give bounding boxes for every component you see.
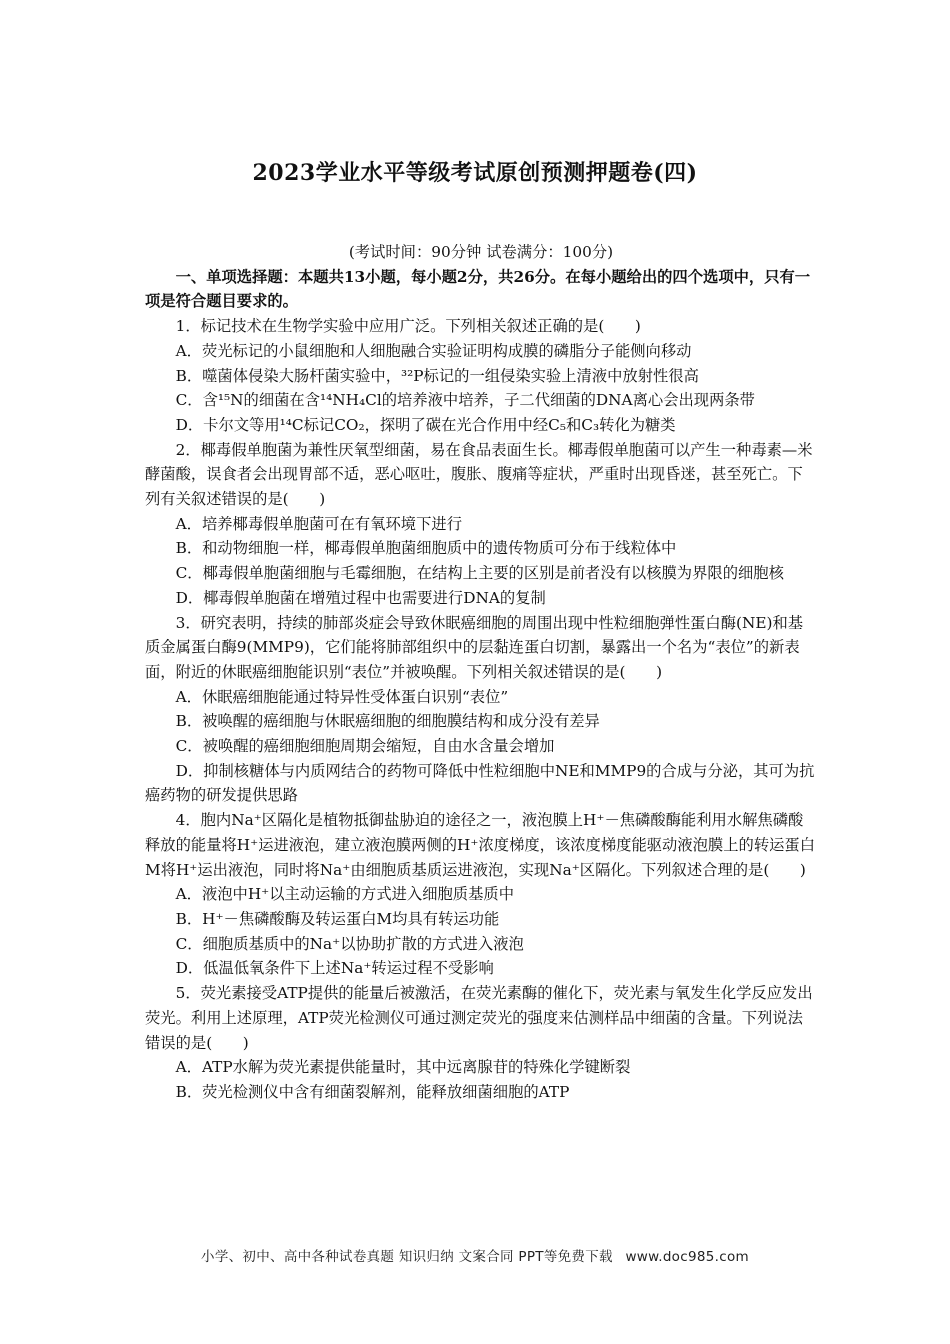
option-b: B．H⁺－焦磷酸酶及转运蛋白M均具有转运功能: [175, 909, 500, 928]
option-c: C．椰毒假单胞菌细胞与毛霉细胞，在结构上主要的区别是前者没有以核膜为界限的细胞核: [175, 564, 784, 583]
option-a: A．ATP水解为荧光素提供能量时，其中远离腺苷的特殊化学键断裂: [175, 1058, 631, 1077]
option-b: B．荧光检测仪中含有细菌裂解剂，能释放细菌细胞的ATP: [175, 1082, 570, 1101]
question-2: [145, 438, 817, 611]
option-b: B．噬菌体侵染大肠杆菌实验中，³²P标记的一组侵染实验上清液中放射性很高: [175, 366, 699, 385]
question-1: [145, 314, 817, 438]
option-d: D．低温低氧条件下上述Na⁺转运过程不受影响: [175, 959, 494, 978]
option-a: A．液泡中H⁺以主动运输的方式进入细胞质基质中: [175, 885, 514, 904]
footer-text: 小学、初中、高中各种试卷真题 知识归纳 文案合同 PPT等免费下载: [201, 1249, 613, 1265]
exam-info: (考试时间：90分钟 试卷满分：100分): [348, 243, 614, 261]
option-c: C．含¹⁵N的细菌在含¹⁴NH₄Cl的培养液中培养，子二代细菌的DNA离心会出现两条带: [175, 391, 755, 410]
question-4: [145, 808, 817, 981]
option-b: B．被唤醒的癌细胞与休眠癌细胞的细胞膜结构和成分没有差异: [175, 712, 600, 731]
document-body: [145, 240, 817, 1105]
option-a: A．培养椰毒假单胞菌可在有氧环境下进行: [175, 514, 462, 533]
option-d: D．抑制核糖体与内质网结合的药物可降低中性粒细胞中NE和MMP9的合成与分泌，其可为抗癌药物的研发提供思路: [145, 761, 815, 805]
section-heading: 一、单项选择题：本题共13小题，每小题2分，共26分。在每小题给出的四个选项中，只有一项是符合题目要求的。: [145, 267, 811, 311]
option-a: A．休眠癌细胞能通过特异性受体蛋白识别“表位”: [175, 687, 509, 706]
question-stem: 2．椰毒假单胞菌为兼性厌氧型细菌，易在食品表面生长。椰毒假单胞菌可以产生一种毒素—米酵菌酸，误食者会出现胃部不适，恶心呕吐，腹胀、腹痛等症状，严重时出现昏迷，甚至死亡。下列有关叙述错误的是( ): [145, 440, 813, 509]
page-title: 2023学业水平等级考试原创预测押题卷(四): [252, 160, 698, 186]
option-c: C．被唤醒的癌细胞细胞周期会缩短，自由水含量会增加: [175, 737, 555, 756]
question-5: [145, 981, 817, 1105]
option-b: B．和动物细胞一样，椰毒假单胞菌细胞质中的遗传物质可分布于线粒体中: [175, 539, 677, 558]
question-stem: 1．标记技术在生物学实验中应用广泛。下列相关叙述正确的是( ): [175, 317, 641, 336]
option-c: C．细胞质基质中的Na⁺以协助扩散的方式进入液泡: [175, 934, 524, 953]
option-d: D．椰毒假单胞菌在增殖过程中也需要进行DNA的复制: [175, 588, 546, 607]
option-d: D．卡尔文等用¹⁴C标记CO₂，探明了碳在光合作用中经C₅和C₃转化为糖类: [175, 415, 676, 434]
question-stem: 5．荧光素接受ATP提供的能量后被激活，在荧光素酶的催化下，荧光素与氧发生化学反应发出荧光。利用上述原理，ATP荧光检测仪可通过测定荧光的强度来估测样品中细菌的含量。下列说法错误的是( ): [145, 984, 813, 1052]
page-footer: [0, 1245, 950, 1265]
question-stem: 4．胞内Na⁺区隔化是植物抵御盐胁迫的途径之一，液泡膜上H⁺－焦磷酸酶能利用水解焦磷酸释放的能量将H⁺运进液泡，建立液泡膜两侧的H⁺浓度梯度，该浓度梯度能驱动液泡膜上的转运蛋白M将H⁺运出液泡，同时将Na⁺由细胞质基质运进液泡，实现Na⁺区隔化。下列叙述合理的是( ): [145, 811, 816, 879]
footer-link[interactable]: www.doc985.com: [625, 1249, 749, 1265]
question-stem: 3．研究表明，持续的肺部炎症会导致休眠癌细胞的周围出现中性粒细胞弹性蛋白酶(NE)和基质金属蛋白酶9(MMP9)，它们能将肺部组织中的层黏连蛋白切割，暴露出一个名为“表位”的新表面，附近的休眠癌细胞能识别“表位”并被唤醒。下列相关叙述错误的是( ): [145, 613, 804, 681]
option-a: A．荧光标记的小鼠细胞和人细胞融合实验证明构成膜的磷脂分子能侧向移动: [175, 341, 692, 360]
question-3: [145, 611, 817, 809]
